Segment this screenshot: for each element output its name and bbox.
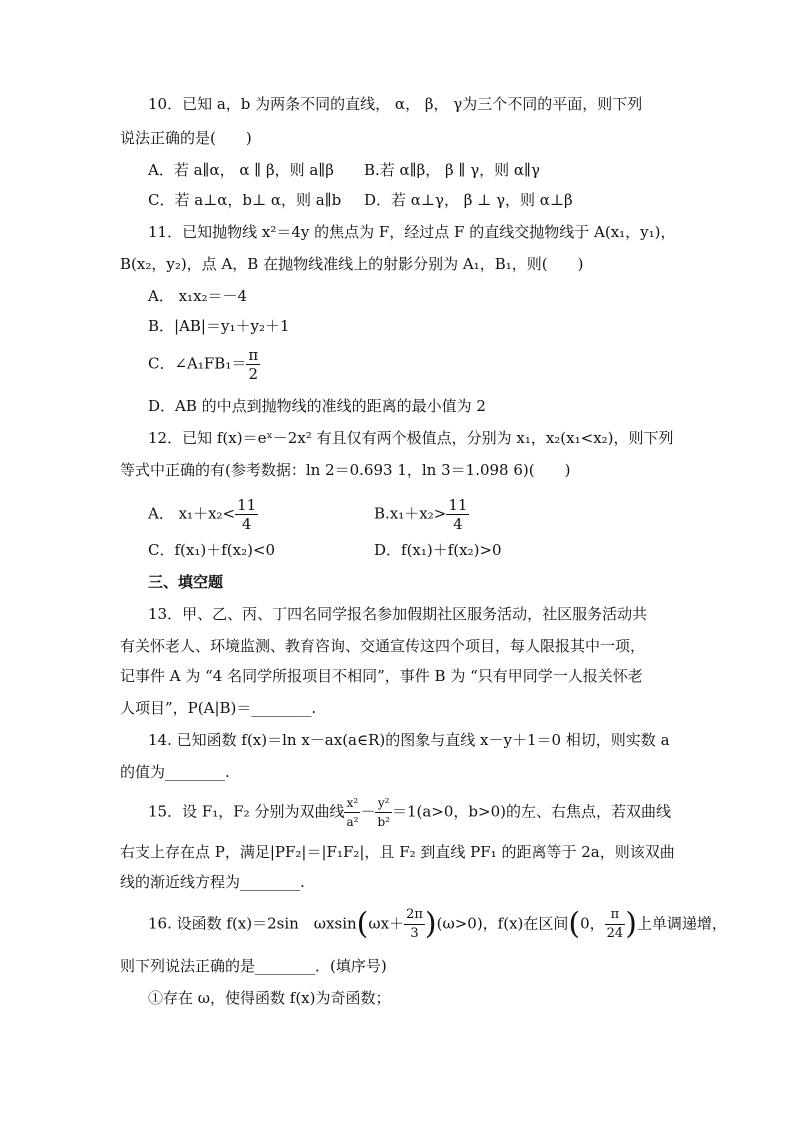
q11-line1: 11．已知抛物线 x²＝4y 的焦点为 F，经过点 F 的直线交抛物线于 A(x₁，y₁)， xyxy=(148,223,676,241)
q11-option-d: D．AB 的中点到抛物线的准线的距离的最小值为 2 xyxy=(148,397,486,415)
fraction: $\frac{11}{4}$ xyxy=(237,496,257,533)
fraction: $\frac{\pi}{24}$ xyxy=(606,907,624,941)
q11-option-a: A． x₁x₂＝－4 xyxy=(148,287,248,305)
q16-item-1: ①存在 ω，使得函数 f(x)为奇函数； xyxy=(148,989,391,1007)
left-paren: ( xyxy=(568,906,581,942)
q15-line1-text: 15．设 F₁，F₂ 分别为双曲线 xyxy=(148,802,345,821)
q15-line3: 线的渐近线方程为________. xyxy=(120,873,305,891)
q12-option-a xyxy=(148,496,258,533)
q12-option-d: D．f(x₁)＋f(x₂)>0 xyxy=(374,541,502,559)
q13-line1: 13．甲、乙、丙、丁四名同学报名参加假期社区服务活动，社区服务活动共 xyxy=(148,605,648,623)
q10-option-b: B.若 α∥β， β ∥ γ，则 α∥γ xyxy=(364,161,540,179)
q15-line1-rest: ＝1(a>0，b>0)的左、右焦点，若双曲线 xyxy=(391,802,671,821)
q15-line1 xyxy=(148,794,671,834)
q10-option-d: D．若 α⊥γ， β ⊥ γ，则 α⊥β xyxy=(364,191,573,209)
q14-line2: 的值为________. xyxy=(120,763,230,781)
right-paren: ) xyxy=(625,906,637,942)
q13-line4: 人项目”，P(A|B)＝________. xyxy=(120,699,317,717)
q16-line1-text: 16. 设函数 f(x)＝2sin ωxsin xyxy=(148,914,357,933)
q12-line1: 12．已知 f(x)＝eˣ－2x² 有且仅有两个极值点，分别为 x₁，x₂(x₁<x₂)，则下列 xyxy=(148,429,674,447)
fraction: $\frac{2\pi}{3}$ xyxy=(406,907,423,941)
q16-line2: 则下列说法正确的是________．(填序号) xyxy=(120,957,387,975)
q15-line2: 右支上存在点 P，满足|PF₂|＝|F₁F₂|，且 F₂ 到直线 PF₁ 的距离等于 2a，则该双曲 xyxy=(120,843,675,861)
fraction: $\frac{\text{x²}}{\text{a²}}$ xyxy=(346,796,359,829)
q12-line2: 等式中正确的有(参考数据：ln 2＝0.693 1，ln 3＝1.098 6)( ) xyxy=(120,461,571,479)
right-paren: ) xyxy=(424,906,437,942)
q16-line1-rest: 上单调递增， xyxy=(636,914,727,933)
q12-option-a-text: A． x₁＋x₂< xyxy=(148,504,236,523)
fraction: $\frac{\pi}{2}$ xyxy=(248,346,259,383)
q12-option-b xyxy=(374,496,469,533)
q11-option-b: B．|AB|＝y₁＋y₂＋1 xyxy=(148,317,290,335)
fraction: $\frac{11}{4}$ xyxy=(448,496,468,533)
section-title: 三、填空题 xyxy=(148,573,224,591)
q10-line2: 说法正确的是( ) xyxy=(120,129,252,147)
q10-option-c: C．若 a⊥α，b⊥ α，则 a∥b xyxy=(148,191,342,209)
q16-line1 xyxy=(148,906,727,950)
q10-line1: 10．已知 a，b 为两条不同的直线， α， β， γ为三个不同的平面，则下列 xyxy=(148,95,643,113)
q14-line1: 14. 已知函数 f(x)＝ln x－ax(a∈R)的图象与直线 x－y＋1＝0 相切，则实数 a xyxy=(148,731,670,749)
q16-interval-text: 0， xyxy=(580,914,605,933)
fraction: $\frac{\text{y²}}{\text{b²}}$ xyxy=(377,796,390,829)
minus-sign: － xyxy=(360,802,376,821)
q10-option-a: A．若 a∥α， α ∥ β，则 a∥β xyxy=(148,161,334,179)
q13-line2: 有关怀老人、环境监测、教育咨询、交通宣传这四个项目，每人限报其中一项， xyxy=(120,637,646,655)
q11-option-c xyxy=(148,346,260,383)
q12-option-b-text: B.x₁＋x₂> xyxy=(374,504,447,523)
q11-line2: B(x₂，y₂)，点 A，B 在抛物线准线上的射影分别为 A₁，B₁，则( ) xyxy=(120,255,584,273)
left-paren: ( xyxy=(356,906,369,942)
q16-line1-mid: (ω>0)，f(x)在区间 xyxy=(436,914,569,933)
q16-paren-text: ωx＋ xyxy=(368,914,405,933)
q11-option-c-text: C．∠A₁FB₁＝ xyxy=(148,354,247,373)
q13-line3: 记事件 A 为 “4 名同学所报项目不相同”，事件 B 为 “只有甲同学一人报关怀老 xyxy=(120,667,643,685)
q12-option-c: C．f(x₁)＋f(x₂)<0 xyxy=(148,541,276,559)
